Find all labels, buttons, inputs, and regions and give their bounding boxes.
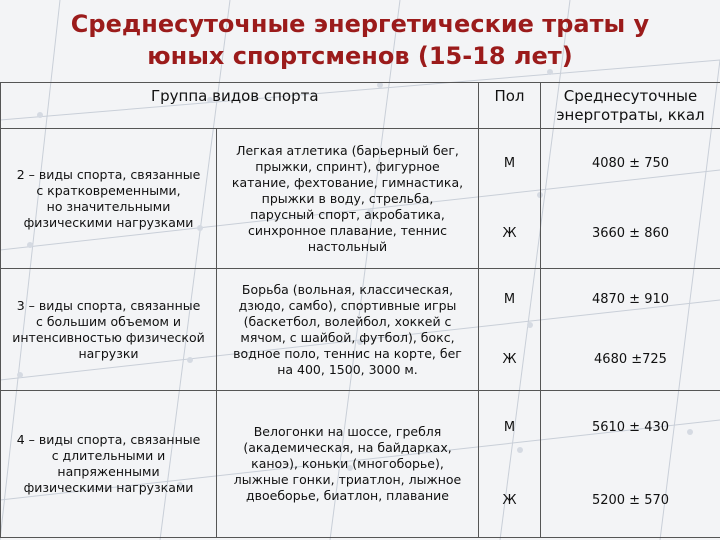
sports-cell (217, 390, 479, 537)
sports-line: мячом, с шайбой, футбол), бокс, (240, 329, 455, 345)
sports-line: Легкая атлетика (барьерный бег, (236, 142, 459, 158)
group-line: физическими нагрузками (23, 214, 194, 230)
sports-line: настольный (307, 238, 388, 254)
group-line: с большим объемом и (35, 313, 181, 329)
sex-male: М (503, 419, 516, 435)
group-cell (1, 269, 217, 390)
header-energy-line-2: энерготраты, ккал (556, 106, 705, 124)
energy-male: 4080 ± 750 (591, 156, 670, 172)
title-line-2: юных спортсменов (15-18 лет) (147, 42, 573, 70)
group-line: нагрузки (78, 345, 139, 361)
energy-female: 4680 ±725 (594, 352, 667, 368)
sex-male: М (503, 291, 516, 307)
energy-table (0, 82, 720, 538)
sex-female: Ж (502, 226, 517, 242)
table-header-row (1, 83, 720, 129)
group-line: напряженными (57, 463, 160, 479)
group-line: 4 – виды спорта, связанные (16, 431, 201, 447)
sex-cell (479, 390, 541, 537)
sports-line: на 400, 1500, 3000 м. (277, 361, 418, 377)
table-row (1, 390, 720, 537)
header-energy (541, 83, 720, 129)
sex-cell (479, 269, 541, 390)
sex-female: Ж (502, 492, 517, 508)
sex-cell (479, 129, 541, 269)
group-line: 3 – виды спорта, связанные (16, 297, 201, 313)
sports-cell (217, 129, 479, 269)
sex-female: Ж (502, 352, 517, 368)
group-cell (1, 129, 217, 269)
sports-line: лыжные гонки, триатлон, лыжное (233, 471, 462, 487)
sports-line: водное поло, теннис на корте, бег (233, 345, 462, 361)
sports-line: синхронное плавание, теннис (248, 222, 447, 238)
energy-female: 5200 ± 570 (591, 492, 670, 508)
table-row (1, 129, 720, 269)
sports-line: каноэ), коньки (многоборье), (251, 455, 444, 471)
header-energy-line-1: Среднесуточные (563, 87, 698, 105)
sports-line: Велогонки на шоссе, гребля (253, 423, 442, 439)
group-line: с длительными и (51, 447, 166, 463)
title-line-1: Среднесуточные энергетические траты у (70, 10, 650, 38)
table-row (1, 269, 720, 390)
sports-cell (217, 269, 479, 390)
group-line: интенсивностью физической (12, 329, 205, 345)
page-title (0, 8, 720, 72)
sex-male: М (503, 156, 516, 172)
group-line: 2 – виды спорта, связанные (16, 166, 201, 182)
sports-line: (академическая, на байдарках, (243, 439, 452, 455)
header-sport-group: Группа видов спорта (1, 83, 479, 129)
energy-male: 4870 ± 910 (591, 291, 670, 307)
group-line: с кратковременными, (36, 182, 181, 198)
group-cell (1, 390, 217, 537)
sports-line: парусный спорт, акробатика, (250, 206, 445, 222)
group-line: но значительными (46, 198, 171, 214)
header-sex: Пол (479, 83, 541, 129)
sports-line: двоеборье, биатлон, плавание (245, 487, 449, 503)
sports-line: Борьба (вольная, классическая, (241, 281, 454, 297)
energy-female: 3660 ± 860 (591, 226, 670, 242)
sports-line: прыжки, спринт), фигурное (255, 158, 440, 174)
group-line: физическими нагрузками (23, 479, 194, 495)
sports-line: дзюдо, самбо), спортивные игры (238, 297, 457, 313)
energy-cell (541, 269, 720, 390)
sports-line: катание, фехтование, гимнастика, (231, 174, 464, 190)
energy-cell (541, 390, 720, 537)
energy-male: 5610 ± 430 (591, 419, 670, 435)
sports-line: прыжки в воду, стрельба, (261, 190, 434, 206)
energy-cell (541, 129, 720, 269)
sports-line: (баскетбол, волейбол, хоккей с (243, 313, 452, 329)
